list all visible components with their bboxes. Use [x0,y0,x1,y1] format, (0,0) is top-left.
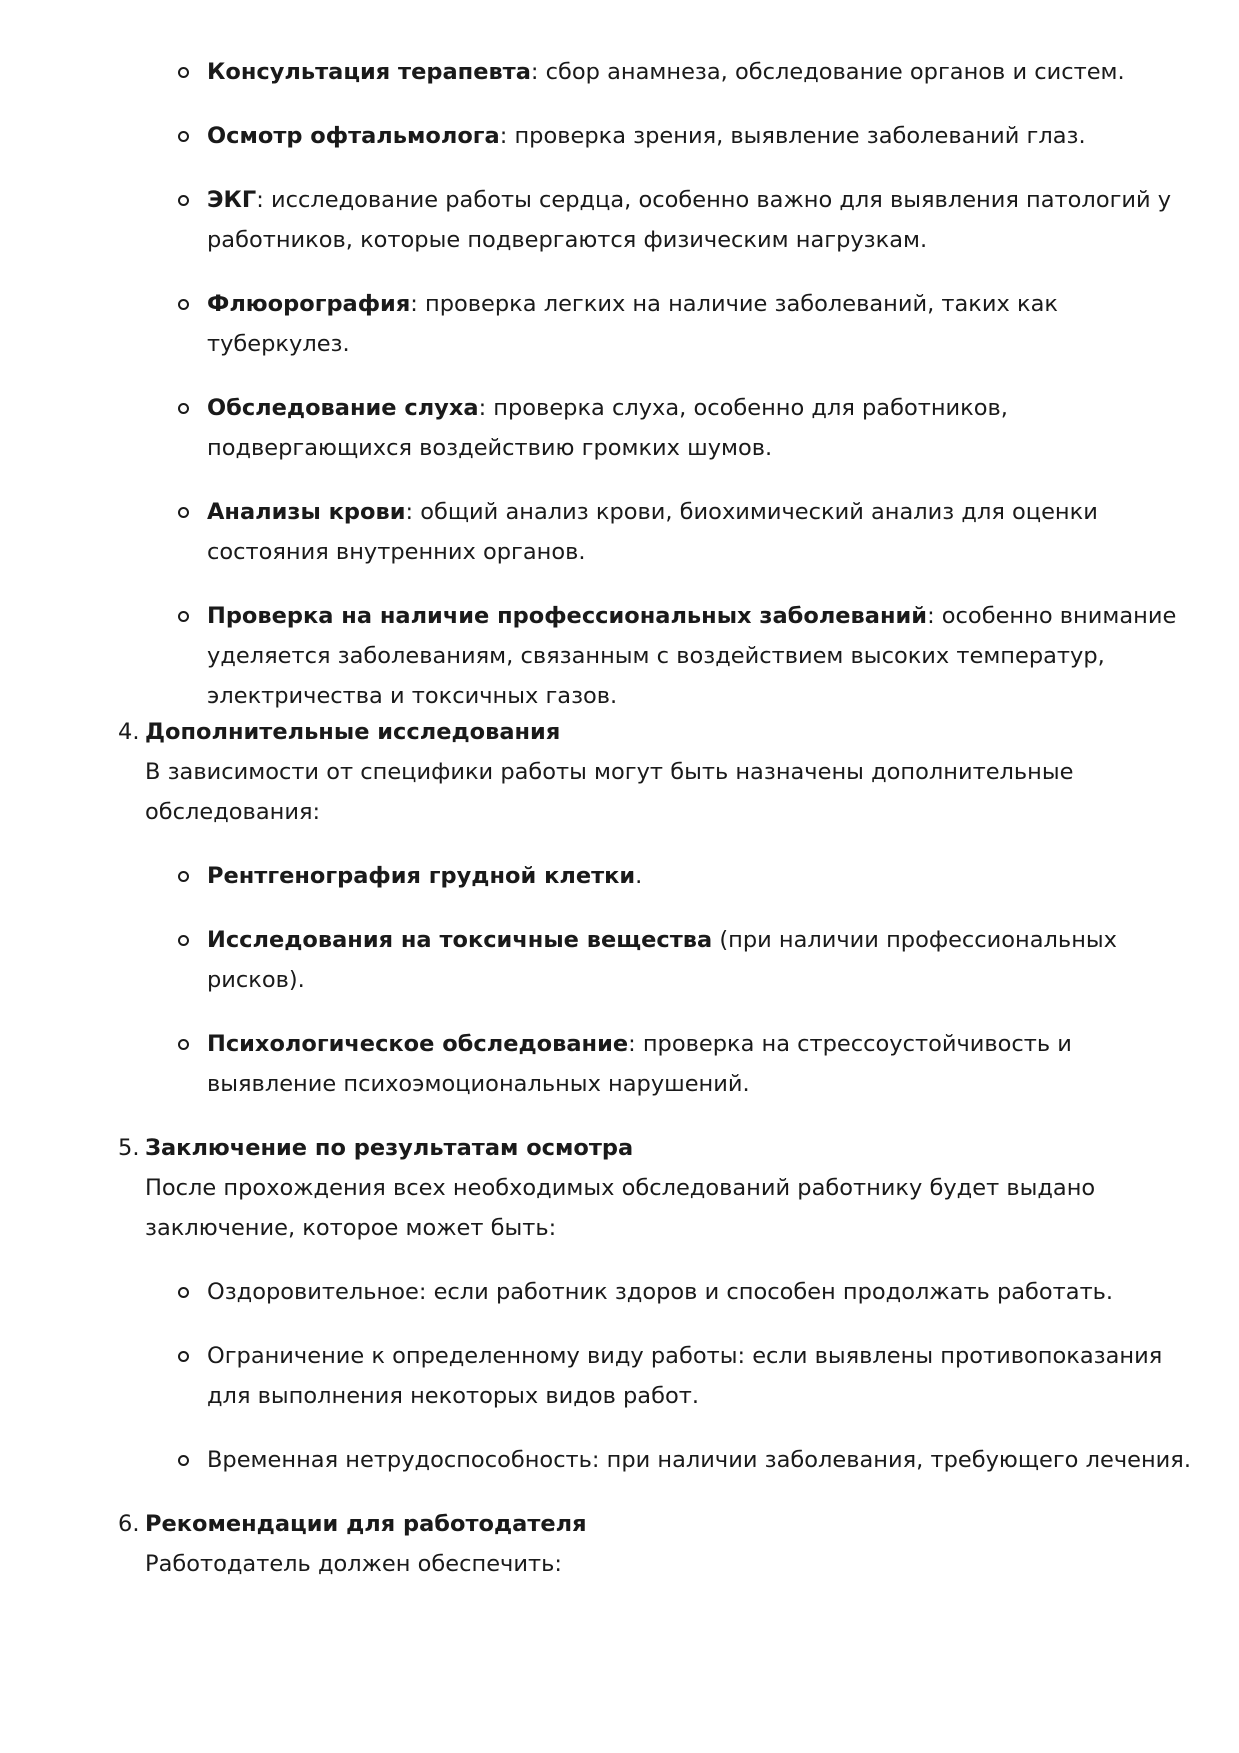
item-bold: Обследование слуха [207,395,479,421]
list-item [0,116,1239,156]
item-text: (при наличии профессиональных рисков). [207,927,1117,993]
section-title: Заключение по результатам осмотра [145,1135,634,1161]
item-text: Временная нетрудоспособность: при наличии заболевания, требующего лечения. [207,1447,1191,1473]
list-a [0,52,1239,716]
item-text: : общий анализ крови, биохимический анализ для оценки состояния внутренних органов. [207,499,1098,565]
list-item [0,1024,1239,1104]
item-bold: Рентгенография грудной клетки [207,863,636,889]
list-c [0,1272,1239,1480]
item-text: : проверка слуха, особенно для работников, подвергающихся воздействию громких шумов. [207,395,1008,461]
section-5 [0,1128,1239,1248]
section-number: 5. [118,1135,140,1161]
list-item [0,284,1239,364]
item-bold: Исследования на токсичные вещества [207,927,713,953]
section-5-block [0,1128,1239,1504]
list-item [0,492,1239,572]
list-item [0,1336,1239,1416]
hollow-bullet-icon [178,1287,189,1298]
item-text: . [635,863,643,889]
item-bold: Проверка на наличие профессиональных заболеваний [207,603,928,629]
hollow-bullet-icon [178,403,189,414]
hollow-bullet-icon [178,935,189,946]
section-6 [0,1504,1239,1584]
list-item [0,1272,1239,1312]
item-text: : сбор анамнеза, обследование органов и систем. [530,59,1125,85]
hollow-bullet-icon [178,67,189,78]
hollow-bullet-icon [178,299,189,310]
hollow-bullet-icon [178,1351,189,1362]
list-item [0,52,1239,92]
item-bold: Анализы крови [207,499,406,525]
hollow-bullet-icon [178,611,189,622]
item-bold: Психологическое обследование [207,1031,629,1057]
item-bold: Консультация терапевта [207,59,531,85]
list-item [0,920,1239,1000]
item-bold: Флюорография [207,291,411,317]
section-title: Рекомендации для работодателя [145,1511,587,1537]
item-text: : проверка зрения, выявление заболеваний глаз. [499,123,1086,149]
list-item [0,388,1239,468]
section-6-block [0,1504,1239,1608]
item-text: Ограничение к определенному виду работы: если выявлены противопоказания для выполнения некоторых видов работ. [207,1343,1163,1409]
section-text: Работодатель должен обеспечить: [145,1551,562,1577]
list-item [0,1440,1239,1480]
item-text: : исследование работы сердца, особенно важно для выявления патологий у работников, которые подвергаются физическим нагрузкам. [207,187,1172,253]
hollow-bullet-icon [178,131,189,142]
item-bold: Осмотр офтальмолога [207,123,500,149]
hollow-bullet-icon [178,195,189,206]
section-number: 6. [118,1511,140,1537]
hollow-bullet-icon [178,1039,189,1050]
section-title: Дополнительные исследования [145,719,561,745]
list-a-block [0,52,1239,740]
section-text: После прохождения всех необходимых обследований работнику будет выдано заключение, которое может быть: [145,1175,1096,1241]
list-item [0,596,1239,716]
section-text: В зависимости от специфики работы могут быть назначены дополнительные обследования: [145,759,1074,825]
item-text: : проверка легких на наличие заболеваний, таких как туберкулез. [207,291,1058,357]
section-4-block [0,712,1239,1128]
hollow-bullet-icon [178,1455,189,1466]
item-text: : проверка на стрессоустойчивость и выявление психоэмоциональных нарушений. [207,1031,1072,1097]
list-b [0,856,1239,1104]
list-item [0,856,1239,896]
section-number: 4. [118,719,140,745]
item-text: Оздоровительное: если работник здоров и способен продолжать работать. [207,1279,1114,1305]
hollow-bullet-icon [178,507,189,518]
item-text: : особенно внимание уделяется заболеваниям, связанным с воздействием высоких температур, электричества и токсичных газов. [207,603,1177,709]
section-4 [0,712,1239,832]
hollow-bullet-icon [178,871,189,882]
list-item [0,180,1239,260]
item-bold: ЭКГ [207,187,257,213]
